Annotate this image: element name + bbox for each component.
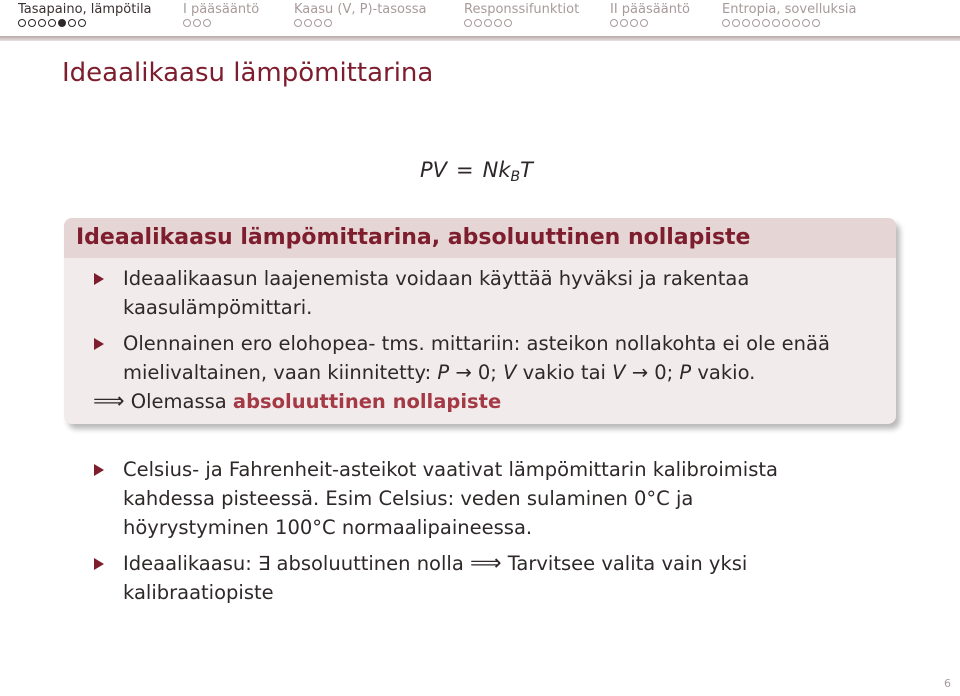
- nav-slide-dot[interactable]: [792, 19, 800, 27]
- page-number: 6: [944, 677, 951, 690]
- nav-slide-dot[interactable]: [640, 19, 648, 27]
- nav-slide-dots: [294, 19, 332, 27]
- math-p: P: [679, 361, 692, 384]
- equation-subscript: B: [510, 169, 521, 185]
- implies-arrow-icon: ⟹: [469, 551, 502, 576]
- bullet-triangle-icon: [94, 558, 104, 570]
- nav-slide-dot[interactable]: [610, 19, 618, 27]
- nav-section-label[interactable]: Tasapaino, lämpötila: [18, 2, 152, 17]
- nav-slide-dot[interactable]: [193, 19, 201, 27]
- nav-slide-dot[interactable]: [304, 19, 312, 27]
- alert-text: absoluuttinen nollapiste: [232, 390, 502, 413]
- nav-slide-dot[interactable]: [28, 19, 36, 27]
- nav-slide-dot[interactable]: [630, 19, 638, 27]
- bullet-triangle-icon: [94, 273, 104, 285]
- nav-slide-dot[interactable]: [782, 19, 790, 27]
- text-line: Olennainen ero elohopea- tms. mittariin: asteikon nollakohta ei ole enää: [123, 332, 830, 355]
- nav-slide-dot[interactable]: [762, 19, 770, 27]
- theorem-block: [64, 218, 896, 424]
- nav-slide-dot[interactable]: [812, 19, 820, 27]
- math-v: V: [612, 361, 626, 384]
- nav-slide-dot[interactable]: [742, 19, 750, 27]
- text-fragment: vakio.: [691, 361, 756, 384]
- section-navigation: [0, 0, 960, 36]
- nav-slide-dot[interactable]: [474, 19, 482, 27]
- nav-slide-dot[interactable]: [324, 19, 332, 27]
- text-line: kahdessa pisteessä. Esim Celsius: veden sulaminen 0°C ja: [123, 487, 694, 510]
- frame-title: Ideaalikaasu lämpömittarina: [62, 58, 434, 88]
- list-item: [123, 549, 747, 607]
- bullet-triangle-icon: [94, 338, 104, 350]
- nav-section-label[interactable]: Entropia, sovelluksia: [722, 2, 857, 17]
- text-fragment: 0;: [648, 361, 680, 384]
- nav-section-label[interactable]: Responssifunktiot: [464, 2, 580, 17]
- ideal-gas-equation: [420, 158, 533, 185]
- nav-slide-dot[interactable]: [18, 19, 26, 27]
- nav-slide-dot[interactable]: [464, 19, 472, 27]
- nav-slide-dot[interactable]: [38, 19, 46, 27]
- block-header: [64, 218, 896, 258]
- text-fragment: Tarvitsee valita vain yksi: [501, 552, 748, 575]
- block-list-item: [123, 264, 749, 322]
- nav-section-label[interactable]: Kaasu (V, P)-tasossa: [294, 2, 427, 17]
- text-line: Celsius- ja Fahrenheit-asteikot vaativat lämpömittarin kalibroimista: [123, 458, 778, 481]
- block-list-item: [93, 329, 830, 416]
- math-p: P: [437, 361, 450, 384]
- nav-slide-dot[interactable]: [732, 19, 740, 27]
- implies-arrow-icon: ⟹: [93, 389, 125, 414]
- nav-slide-dot[interactable]: [68, 19, 76, 27]
- right-arrow-icon: →: [631, 361, 649, 384]
- nav-slide-dot[interactable]: [78, 19, 86, 27]
- text-line: [123, 358, 830, 387]
- nav-slide-dot[interactable]: [58, 19, 66, 27]
- nav-slide-dot[interactable]: [722, 19, 730, 27]
- equation-lhs: PV: [420, 158, 448, 182]
- math-v: V: [503, 361, 517, 384]
- block-title: Ideaalikaasu lämpömittarina, absoluuttinen nollapiste: [76, 225, 751, 250]
- nav-slide-dots: [722, 19, 820, 27]
- text-fragment: Olemassa: [124, 390, 233, 413]
- text-fragment: mielivaltainen, vaan kiinnitetty:: [123, 361, 438, 384]
- bullet-triangle-icon: [94, 464, 104, 476]
- text-line: Ideaalikaasun laajenemista voidaan käyttää hyväksi ja rakentaa: [123, 267, 750, 290]
- equation-rhs-end: T: [520, 158, 533, 182]
- text-line: kaasulämpömittari.: [123, 296, 313, 319]
- nav-slide-dots: [464, 19, 512, 27]
- equation-equals: =: [456, 158, 474, 182]
- text-line: [93, 387, 830, 416]
- nav-slide-dot[interactable]: [294, 19, 302, 27]
- text-fragment: Ideaalikaasu: ∃ absoluuttinen nolla: [123, 552, 470, 575]
- nav-slide-dot[interactable]: [48, 19, 56, 27]
- text-line: höyrystyminen 100°C normaalipaineessa.: [123, 516, 533, 539]
- list-item: [123, 455, 778, 542]
- nav-slide-dot[interactable]: [620, 19, 628, 27]
- text-fragment: vakio tai: [516, 361, 613, 384]
- header-divider: [0, 36, 960, 41]
- nav-slide-dot[interactable]: [203, 19, 211, 27]
- nav-slide-dot[interactable]: [183, 19, 191, 27]
- nav-slide-dot[interactable]: [752, 19, 760, 27]
- nav-slide-dots: [183, 19, 211, 27]
- right-arrow-icon: →: [455, 361, 472, 384]
- nav-slide-dot[interactable]: [802, 19, 810, 27]
- nav-slide-dots: [610, 19, 648, 27]
- nav-slide-dot[interactable]: [772, 19, 780, 27]
- text-line: kalibraatiopiste: [123, 581, 274, 604]
- nav-slide-dots: [18, 19, 86, 27]
- nav-slide-dot[interactable]: [494, 19, 502, 27]
- text-line: [123, 549, 747, 578]
- text-fragment: 0;: [471, 361, 504, 384]
- equation-rhs: Nk: [482, 158, 511, 182]
- nav-section-label[interactable]: II pääsääntö: [610, 2, 690, 17]
- nav-slide-dot[interactable]: [504, 19, 512, 27]
- nav-slide-dot[interactable]: [314, 19, 322, 27]
- nav-section-label[interactable]: I pääsääntö: [183, 2, 260, 17]
- nav-slide-dot[interactable]: [484, 19, 492, 27]
